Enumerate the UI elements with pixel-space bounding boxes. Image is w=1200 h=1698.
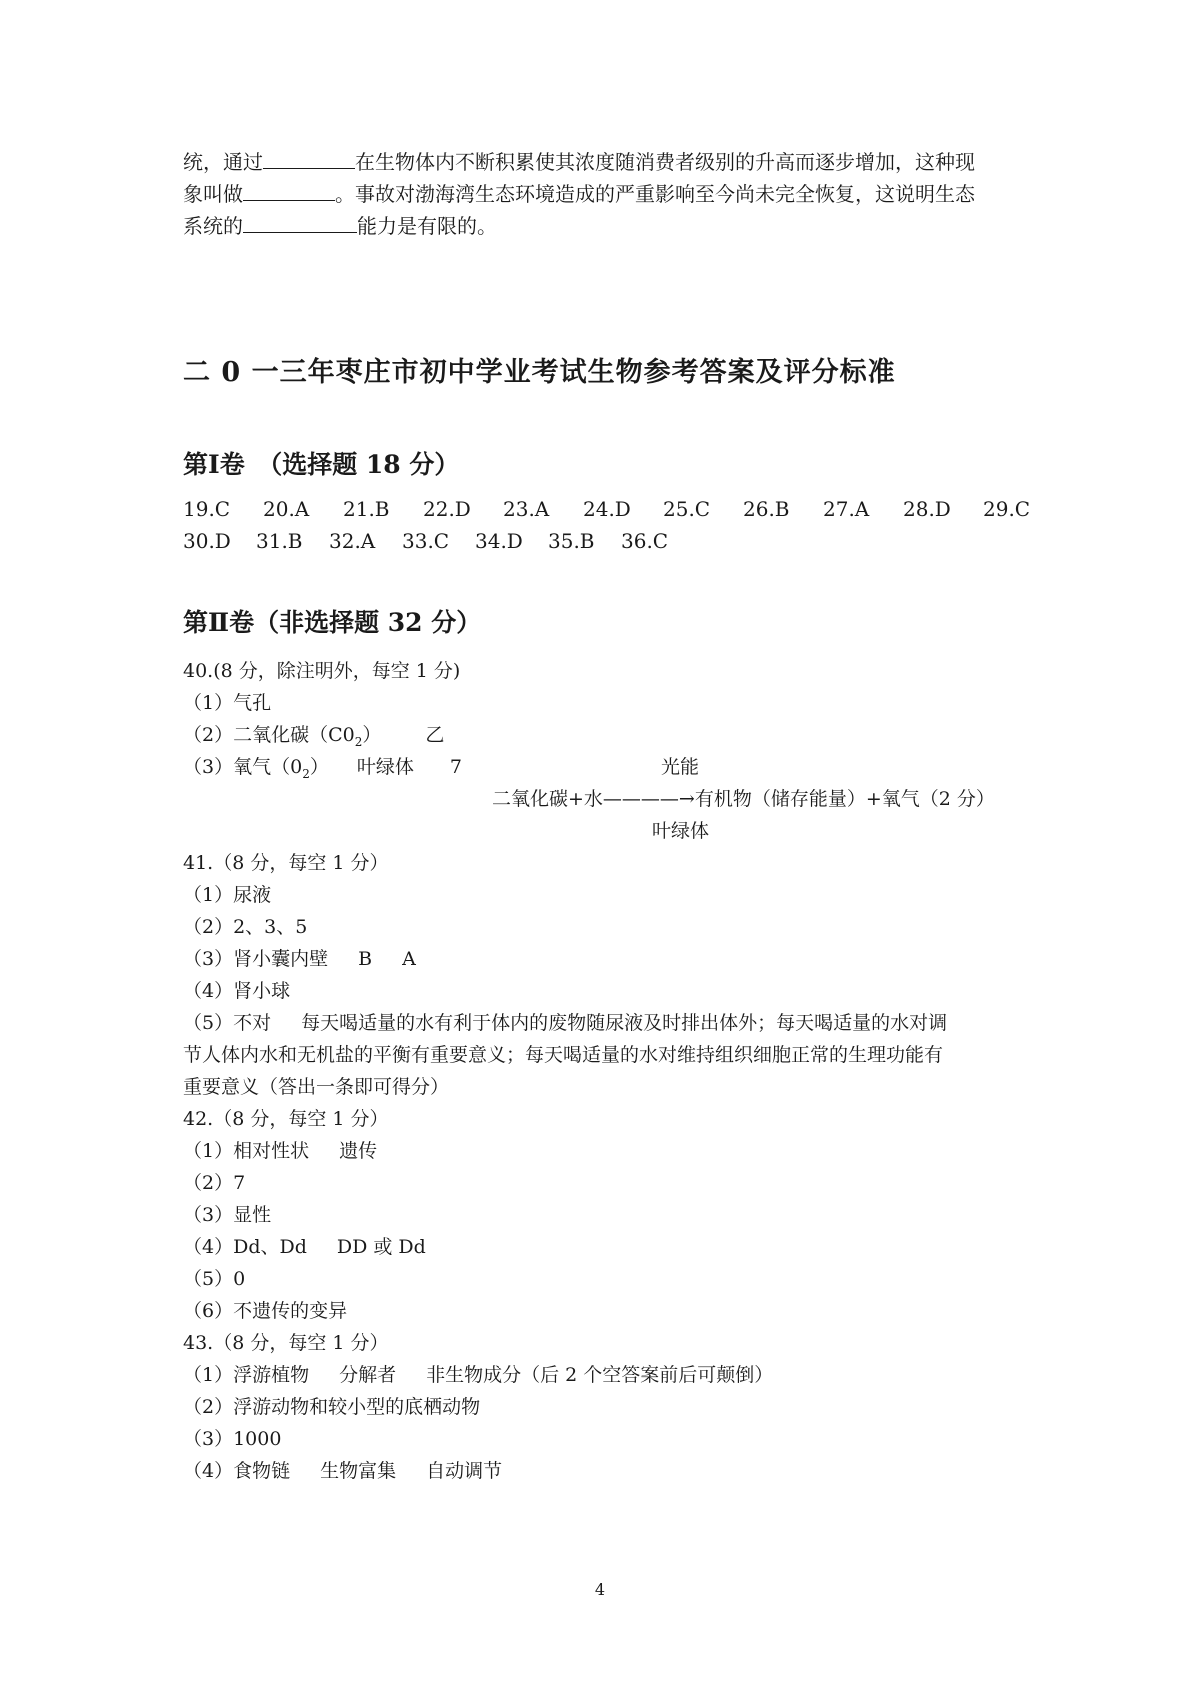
intro-line-2 (183, 178, 1023, 210)
q42-answer-6: （6）不遗传的变异 (183, 1300, 348, 1322)
intro-text: 能力是有限的。 (357, 214, 497, 238)
answer-item: 25.C (663, 497, 711, 521)
q42-answer-1 (183, 1136, 377, 1163)
photosynthesis-equation: 二氧化碳+水————→有机物（储存能量）+氧气（2 分） (492, 788, 995, 810)
intro-paragraph (183, 146, 1023, 242)
document-title: 二 0 一三年枣庄市初中学业考试生物参考答案及评分标准 (183, 357, 896, 388)
q41-answer-5-line-2: 节人体内水和无机盐的平衡有重要意义；每天喝适量的水对维持组织细胞正常的生理功能有 (183, 1044, 944, 1066)
q41-answer-5-line-3: 重要意义（答出一条即可得分） (183, 1076, 450, 1098)
answer-text: （1）浮游植物 (183, 1364, 310, 1386)
q41-answer-5-line-1 (183, 1008, 947, 1035)
q42-header: 42.（8 分，每空 1 分） (183, 1108, 389, 1130)
answer-text: 每天喝适量的水有利于体内的废物随尿液及时排出体外；每天喝适量的水对调 (301, 1012, 948, 1034)
q40-answer-2 (183, 720, 444, 749)
equation-condition-top: 光能 (661, 756, 700, 778)
answer-text: DD 或 Dd (336, 1236, 426, 1258)
answer-text: 自动调节 (426, 1460, 503, 1482)
q41-header: 41.（8 分，每空 1 分） (183, 852, 389, 874)
q41-answer-1: （1）尿液 (183, 884, 272, 906)
answer-text: 乙 (425, 724, 445, 746)
q40-header: 40.(8 分，除注明外，每空 1 分) (183, 660, 461, 682)
answer-item: 21.B (343, 497, 390, 521)
intro-text: 统，通过 (183, 150, 263, 174)
q43-answer-4 (183, 1456, 502, 1483)
answer-item: 35.B (548, 529, 595, 553)
answer-text: （4）食物链 (183, 1460, 291, 1482)
equation-condition-bottom: 叶绿体 (652, 820, 710, 842)
answer-item: 24.D (583, 497, 631, 521)
answer-item: 34.D (475, 529, 523, 553)
intro-text: 系统的 (183, 214, 243, 238)
answer-text: 叶绿体 (356, 756, 414, 778)
answer-text: B (358, 948, 373, 970)
fill-blank (243, 212, 357, 233)
answer-text: A (402, 948, 416, 970)
answer-text: 遗传 (339, 1140, 378, 1162)
answer-text: （4）Dd、Dd (183, 1236, 307, 1258)
answer-item: 29.C (983, 497, 1031, 521)
answer-text: ） (362, 724, 382, 746)
answer-item: 30.D (183, 529, 231, 553)
q40-answer-1: （1）气孔 (183, 692, 272, 714)
answer-item: 22.D (423, 497, 471, 521)
answer-item: 27.A (823, 497, 870, 521)
q43-header: 43.（8 分，每空 1 分） (183, 1332, 389, 1354)
page-number: 4 (594, 1580, 606, 1599)
answer-text: （3）氧气（0 (183, 756, 303, 778)
q41-answer-3 (183, 944, 416, 971)
answer-item: 36.C (621, 529, 669, 553)
intro-text: 象叫做 (183, 182, 243, 206)
intro-text: 在生物体内不断积累使其浓度随消费者级别的升高而逐步增加，这种现 (355, 150, 975, 174)
answer-item: 32.A (329, 529, 376, 553)
section-1-heading: 第Ⅰ卷 （选择题 18 分） (183, 450, 460, 479)
answer-text: （2）二氧化碳（C0 (183, 724, 355, 746)
answer-text: 生物富集 (320, 1460, 397, 1482)
answer-item: 26.B (743, 497, 790, 521)
answer-text: （3）肾小囊内壁 (183, 948, 329, 970)
intro-line-3 (183, 210, 1023, 242)
q41-answer-4: （4）肾小球 (183, 980, 291, 1002)
answer-text: 分解者 (339, 1364, 397, 1386)
q43-answer-3: （3）1000 (183, 1428, 282, 1450)
answer-row-1 (183, 497, 1030, 521)
answer-text: 7 (449, 756, 462, 778)
answer-row-2 (183, 529, 668, 553)
answer-text: 非生物成分（后 2 个空答案前后可颠倒） (426, 1364, 774, 1386)
answer-item: 20.A (263, 497, 310, 521)
subscript: 2 (354, 734, 363, 749)
answer-item: 19.C (183, 497, 231, 521)
q43-answer-2: （2）浮游动物和较小型的底栖动物 (183, 1396, 481, 1418)
answer-item: 31.B (256, 529, 303, 553)
fill-blank (263, 148, 355, 169)
answer-text: （1）相对性状 (183, 1140, 310, 1162)
answer-item: 28.D (903, 497, 951, 521)
answer-item: 23.A (503, 497, 550, 521)
q41-answer-2: （2）2、3、5 (183, 916, 308, 938)
fill-blank (243, 180, 335, 201)
q40-answer-3 (183, 752, 462, 781)
q42-answer-2: （2）7 (183, 1172, 246, 1194)
q42-answer-5: （5）0 (183, 1268, 246, 1290)
intro-text: 。事故对渤海湾生态环境造成的严重影响至今尚未完全恢复，这说明生态 (335, 182, 975, 206)
q42-answer-4 (183, 1232, 426, 1259)
q42-answer-3: （3）显性 (183, 1204, 272, 1226)
answer-item: 33.C (402, 529, 450, 553)
section-2-heading: 第Ⅱ卷（非选择题 32 分） (183, 608, 482, 637)
answer-text: （5）不对 (183, 1012, 272, 1034)
answer-text: ） (309, 756, 329, 778)
intro-line-1 (183, 146, 1023, 178)
q43-answer-1 (183, 1360, 773, 1387)
subscript: 2 (302, 766, 310, 781)
